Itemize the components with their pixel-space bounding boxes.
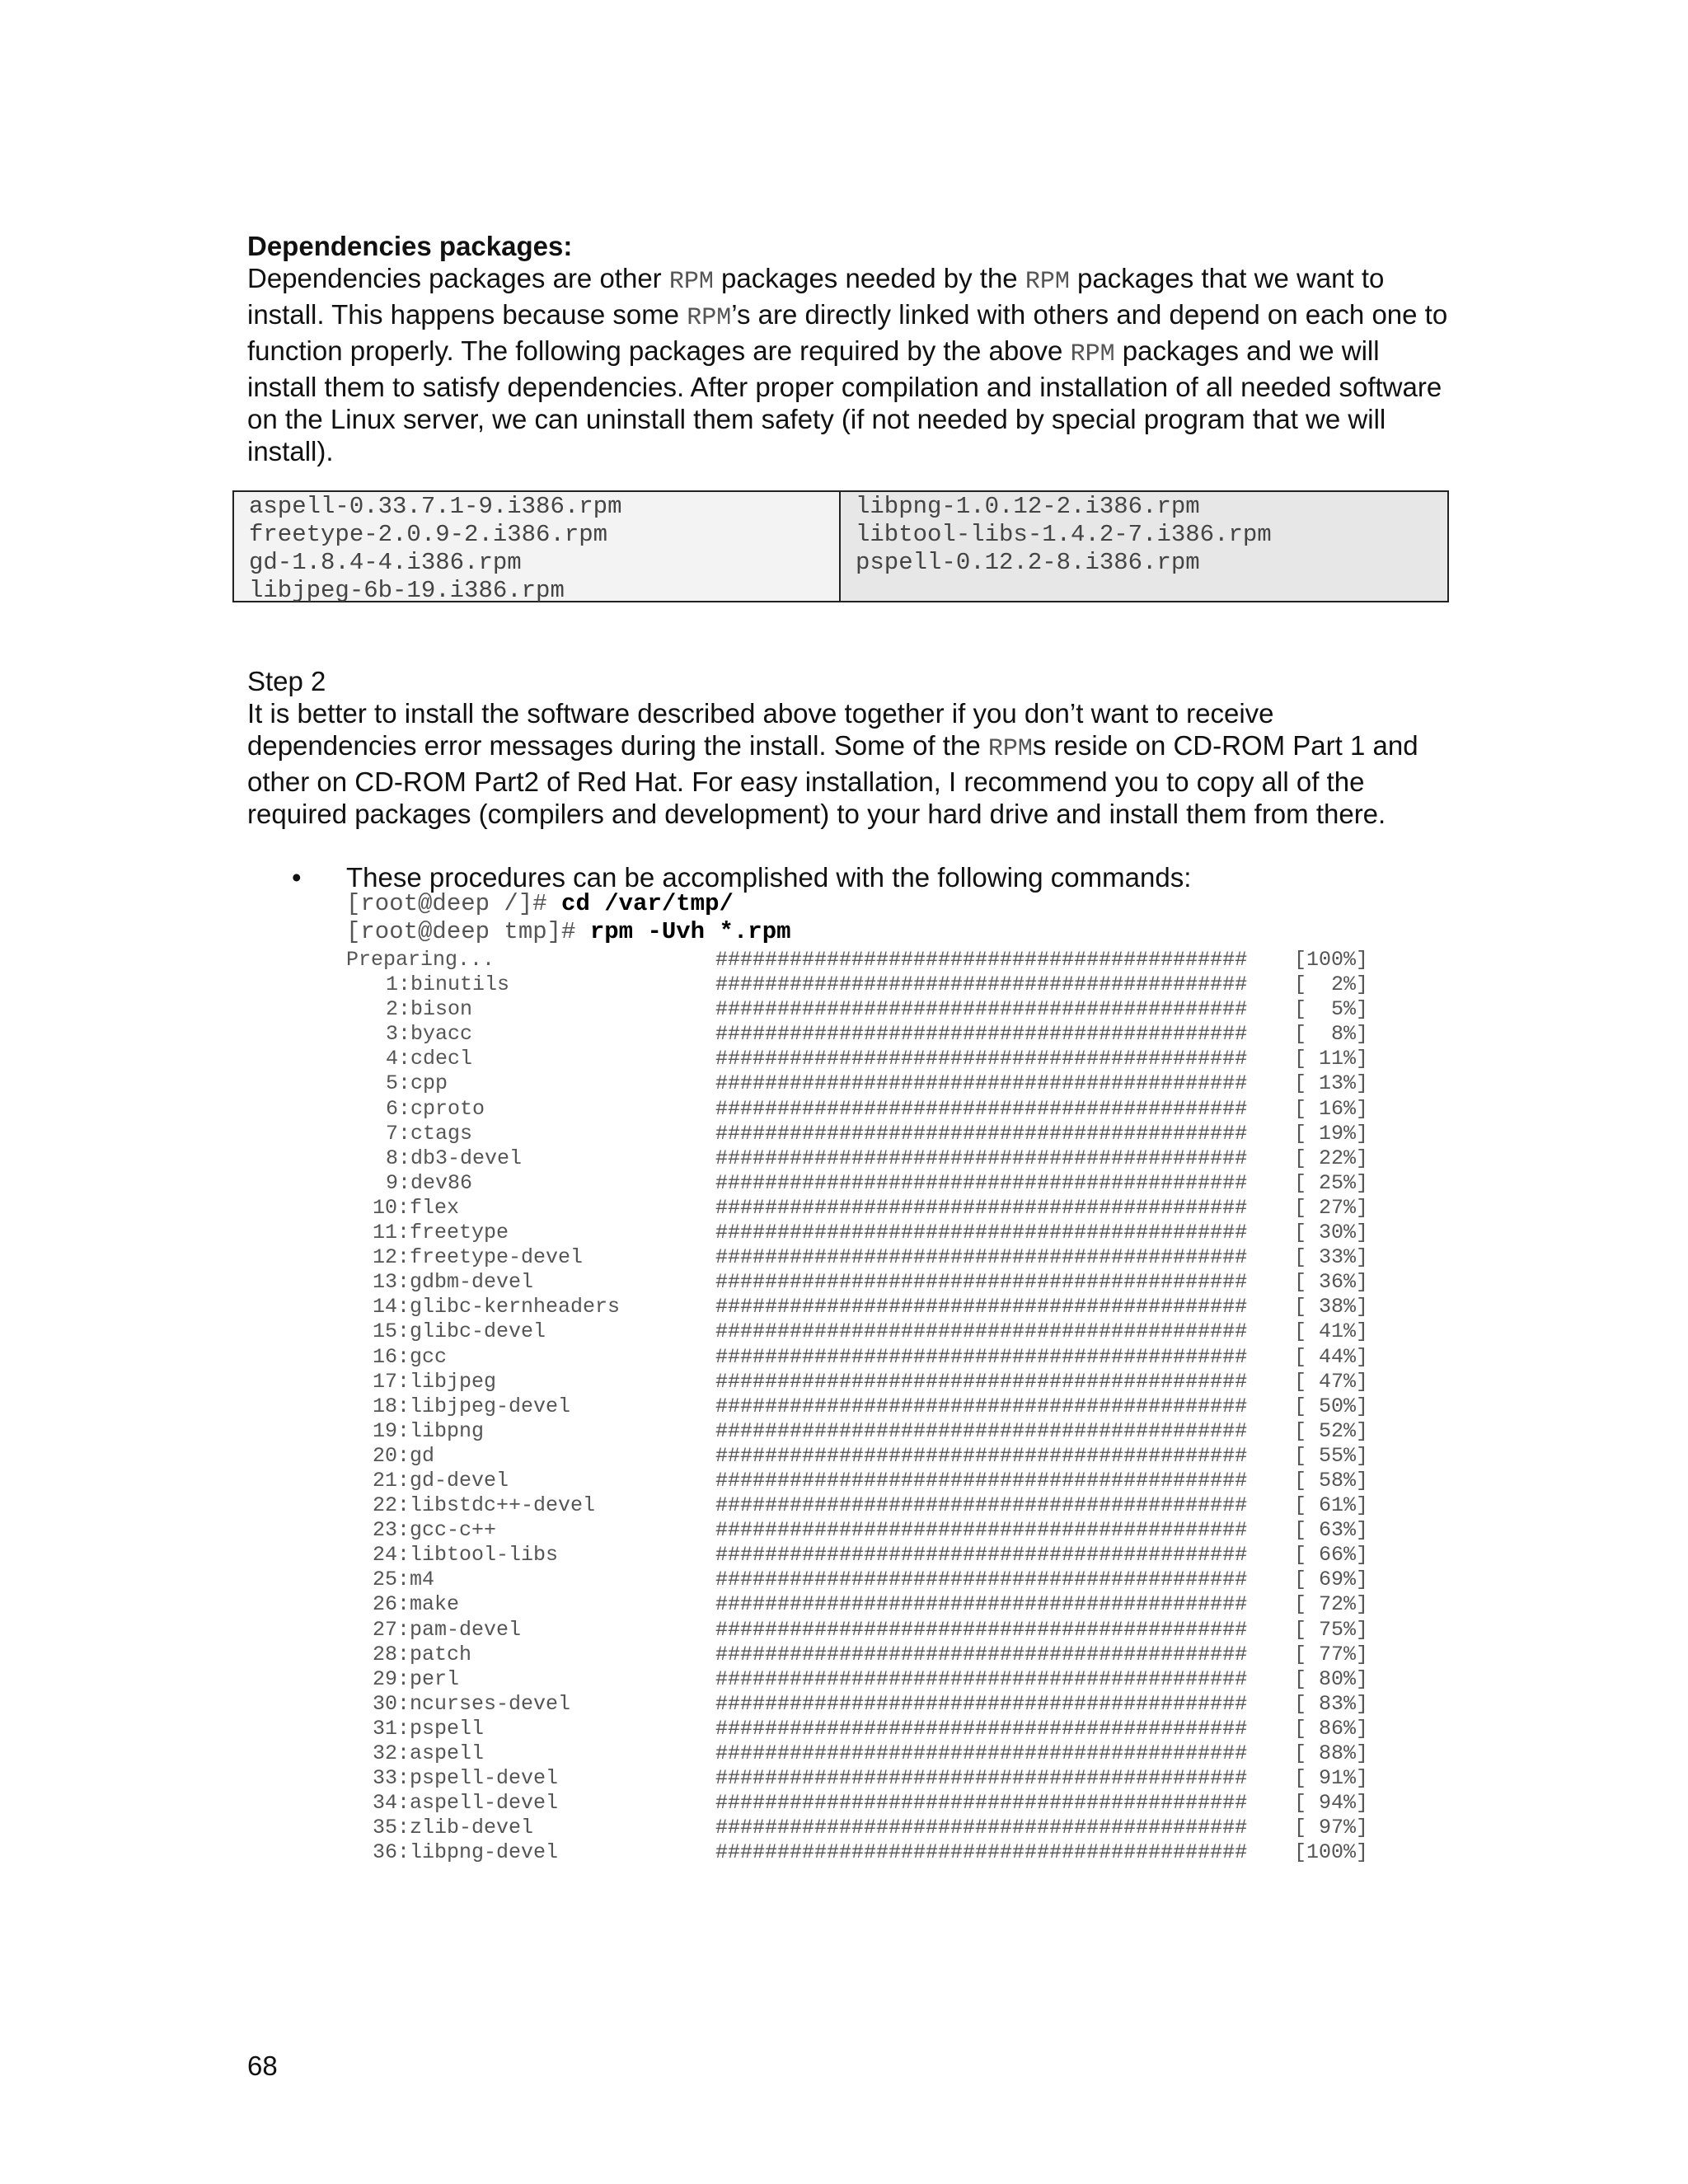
- progress-hashes: ###########################################: [715, 1319, 1260, 1344]
- progress-percent: [ 55%]: [1294, 1443, 1369, 1468]
- progress-hashes: ###########################################: [715, 1418, 1260, 1443]
- package-name: 8:db3-devel: [386, 1146, 523, 1170]
- rpm-output-row: [346, 972, 1376, 997]
- progress-percent: [ 44%]: [1294, 1344, 1369, 1369]
- package-name: 6:cproto: [386, 1096, 485, 1121]
- package-name: 16:gcc: [373, 1344, 448, 1369]
- progress-hashes: ###########################################: [715, 1518, 1260, 1543]
- progress-hashes: ###########################################: [715, 1221, 1260, 1245]
- section-heading: Dependencies packages:: [247, 231, 573, 261]
- progress-hashes: ###########################################: [715, 1741, 1260, 1765]
- package-name: 36:libpng-devel: [373, 1840, 559, 1865]
- intro-paragraph: [247, 262, 1451, 467]
- progress-hashes: ###########################################: [715, 1766, 1260, 1791]
- package-name: 32:aspell: [373, 1741, 485, 1765]
- package-item: aspell-0.33.7.1-9.i386.rpm: [249, 493, 622, 520]
- progress-hashes: ###########################################: [715, 1443, 1260, 1468]
- step-text: s reside on CD-ROM Part 1 and other on CD-ROM Part2 of Red Hat. For easy installation, I recommend you to copy all of the required packages (compilers and development) to your hard drive and install them from there.: [247, 730, 1418, 829]
- intro-text: packages and we will install them to satisfy dependencies. After proper compilation and installation of all needed software on the Linux server, we can uninstall them safety (if not needed by special program that we will install).: [247, 335, 1442, 466]
- rpm-output-row: [346, 1394, 1376, 1419]
- rpm-output-row: [346, 1146, 1376, 1171]
- package-name: 2:bison: [386, 997, 473, 1022]
- progress-hashes: ###########################################: [715, 1543, 1260, 1568]
- progress-percent: [ 47%]: [1294, 1369, 1369, 1394]
- command-line: [346, 918, 791, 946]
- rpm-output-row: [346, 1717, 1376, 1741]
- package-name: 29:perl: [373, 1666, 460, 1691]
- rpm-output-row: [346, 1047, 1376, 1071]
- rpm-output-row: [346, 1518, 1376, 1543]
- progress-percent: [ 16%]: [1294, 1096, 1369, 1121]
- package-name: 15:glibc-devel: [373, 1319, 546, 1344]
- package-name: 33:pspell-devel: [373, 1766, 559, 1791]
- progress-percent: [ 52%]: [1294, 1418, 1369, 1443]
- package-name: 7:ctags: [386, 1121, 473, 1146]
- package-name: 25:m4: [373, 1568, 435, 1592]
- rpm-output-row: [346, 1196, 1376, 1221]
- progress-hashes: ###########################################: [715, 1071, 1260, 1096]
- progress-percent: [ 69%]: [1294, 1568, 1369, 1592]
- rpm-output-row: [346, 1568, 1376, 1592]
- progress-percent: [ 72%]: [1294, 1592, 1369, 1617]
- rpm-output-row: [346, 1245, 1376, 1270]
- progress-hashes: ###########################################: [715, 1170, 1260, 1195]
- progress-percent: [ 38%]: [1294, 1295, 1369, 1319]
- bullet-icon: •: [292, 862, 302, 893]
- command-text: cd /var/tmp/: [561, 890, 734, 917]
- rpm-output-row: [346, 1345, 1376, 1370]
- progress-percent: [ 75%]: [1294, 1617, 1369, 1642]
- rpm-output-row: [346, 1270, 1376, 1295]
- progress-hashes: ###########################################: [715, 1121, 1260, 1146]
- progress-percent: [ 41%]: [1294, 1319, 1369, 1344]
- rpm-output-row: [346, 1643, 1376, 1667]
- package-name: Preparing...: [346, 948, 495, 972]
- package-name: 22:libstdc++-devel: [373, 1493, 596, 1518]
- shell-prompt: [root@deep /]#: [346, 890, 562, 917]
- package-name: 4:cdecl: [386, 1047, 473, 1071]
- package-name: 11:freetype: [373, 1221, 509, 1245]
- rpm-output: [346, 948, 1376, 1865]
- progress-hashes: ###########################################: [715, 1592, 1260, 1617]
- packages-column-right: [841, 492, 1447, 601]
- package-name: 14:glibc-kernheaders: [373, 1295, 621, 1319]
- rpm-output-row: [346, 948, 1376, 972]
- rpm-output-row: [346, 1741, 1376, 1766]
- progress-percent: [ 8%]: [1294, 1022, 1369, 1047]
- progress-hashes: ###########################################: [715, 1493, 1260, 1518]
- progress-percent: [ 36%]: [1294, 1270, 1369, 1295]
- rpm-output-row: [346, 1122, 1376, 1146]
- package-item: freetype-2.0.9-2.i386.rpm: [249, 521, 608, 548]
- progress-hashes: ###########################################: [715, 1468, 1260, 1493]
- progress-percent: [ 19%]: [1294, 1121, 1369, 1146]
- progress-percent: [ 88%]: [1294, 1741, 1369, 1765]
- package-name: 3:byacc: [386, 1022, 473, 1047]
- progress-percent: [ 58%]: [1294, 1468, 1369, 1493]
- progress-hashes: ###########################################: [715, 1617, 1260, 1642]
- progress-hashes: ###########################################: [715, 1840, 1260, 1865]
- progress-hashes: ###########################################: [715, 1816, 1260, 1840]
- package-name: 20:gd: [373, 1443, 435, 1468]
- progress-hashes: ###########################################: [715, 1642, 1260, 1666]
- package-name: 34:aspell-devel: [373, 1791, 559, 1816]
- progress-hashes: ###########################################: [715, 1666, 1260, 1691]
- progress-hashes: ###########################################: [715, 1369, 1260, 1394]
- progress-percent: [ 5%]: [1294, 997, 1369, 1022]
- rpm-output-row: [346, 1766, 1376, 1791]
- progress-hashes: ###########################################: [715, 1295, 1260, 1319]
- package-name: 21:gd-devel: [373, 1468, 509, 1493]
- progress-hashes: ###########################################: [715, 997, 1260, 1022]
- rpm-code: RPM: [1070, 340, 1115, 368]
- progress-hashes: ###########################################: [715, 1245, 1260, 1270]
- rpm-output-row: [346, 1370, 1376, 1394]
- step-paragraph: [247, 697, 1451, 830]
- command-text: rpm -Uvh *.rpm: [589, 918, 791, 945]
- progress-hashes: ###########################################: [715, 1146, 1260, 1170]
- progress-hashes: ###########################################: [715, 1716, 1260, 1741]
- progress-percent: [ 33%]: [1294, 1245, 1369, 1270]
- rpm-output-row: [346, 1097, 1376, 1122]
- progress-percent: [100%]: [1294, 1840, 1369, 1865]
- rpm-output-row: [346, 1667, 1376, 1692]
- progress-percent: [ 30%]: [1294, 1221, 1369, 1245]
- progress-hashes: ###########################################: [715, 948, 1260, 972]
- rpm-output-row: [346, 1791, 1376, 1816]
- rpm-output-row: [346, 1618, 1376, 1643]
- progress-percent: [ 91%]: [1294, 1766, 1369, 1791]
- package-name: 13:gdbm-devel: [373, 1270, 534, 1295]
- progress-hashes: ###########################################: [715, 1195, 1260, 1220]
- rpm-code: RPM: [987, 735, 1033, 763]
- step-title: Step 2: [247, 666, 326, 696]
- rpm-output-row: [346, 1469, 1376, 1493]
- progress-percent: [100%]: [1294, 948, 1369, 972]
- rpm-output-row: [346, 1840, 1376, 1865]
- progress-percent: [ 77%]: [1294, 1642, 1369, 1666]
- progress-hashes: ###########################################: [715, 1791, 1260, 1816]
- package-name: 28:patch: [373, 1642, 472, 1666]
- rpm-code: RPM: [1025, 268, 1070, 296]
- package-name: 35:zlib-devel: [373, 1816, 534, 1840]
- rpm-output-row: [346, 1171, 1376, 1196]
- package-item: libjpeg-6b-19.i386.rpm: [249, 577, 565, 604]
- progress-hashes: ###########################################: [715, 1047, 1260, 1071]
- rpm-output-row: [346, 1319, 1376, 1344]
- progress-percent: [ 25%]: [1294, 1170, 1369, 1195]
- intro-text: packages that we want to install. This happens because some: [247, 263, 1385, 330]
- intro-text: Dependencies packages are other: [247, 263, 669, 293]
- progress-percent: [ 22%]: [1294, 1146, 1369, 1170]
- shell-prompt: [root@deep tmp]#: [346, 918, 590, 945]
- rpm-output-row: [346, 1543, 1376, 1568]
- progress-hashes: ###########################################: [715, 1344, 1260, 1369]
- command-line: [346, 890, 734, 918]
- rpm-code: RPM: [668, 268, 714, 296]
- rpm-output-row: [346, 1071, 1376, 1096]
- package-name: 24:libtool-libs: [373, 1543, 559, 1568]
- package-name: 19:libpng: [373, 1418, 485, 1443]
- package-name: 10:flex: [373, 1195, 460, 1220]
- package-name: 30:ncurses-devel: [373, 1691, 571, 1716]
- bullet-text: These procedures can be accomplished with the following commands:: [346, 862, 1192, 893]
- rpm-output-row: [346, 1295, 1376, 1319]
- progress-percent: [ 86%]: [1294, 1716, 1369, 1741]
- package-item: libpng-1.0.12-2.i386.rpm: [856, 493, 1200, 520]
- package-name: 18:libjpeg-devel: [373, 1394, 571, 1418]
- page-number: 68: [247, 2050, 278, 2081]
- packages-column-left: [234, 492, 841, 604]
- rpm-output-row: [346, 1419, 1376, 1444]
- progress-percent: [ 61%]: [1294, 1493, 1369, 1518]
- progress-percent: [ 11%]: [1294, 1047, 1369, 1071]
- progress-hashes: ###########################################: [715, 1691, 1260, 1716]
- package-name: 23:gcc-c++: [373, 1518, 497, 1543]
- package-name: 27:pam-devel: [373, 1617, 522, 1642]
- progress-percent: [ 80%]: [1294, 1666, 1369, 1691]
- intro-text: ’s are directly linked with others and depend on each one to function properly. The following packages are required by the above: [247, 299, 1448, 366]
- progress-hashes: ###########################################: [715, 972, 1260, 997]
- package-name: 9:dev86: [386, 1170, 473, 1195]
- rpm-output-row: [346, 1592, 1376, 1617]
- progress-percent: [ 13%]: [1294, 1071, 1369, 1096]
- progress-hashes: ###########################################: [715, 1096, 1260, 1121]
- step-text: It is better to install the software described above together if you don’t want to receive dependencies error messages during the install. Some of the: [247, 698, 1274, 761]
- progress-percent: [ 63%]: [1294, 1518, 1369, 1543]
- progress-hashes: ###########################################: [715, 1270, 1260, 1295]
- progress-hashes: ###########################################: [715, 1394, 1260, 1418]
- package-name: 12:freetype-devel: [373, 1245, 584, 1270]
- progress-percent: [ 27%]: [1294, 1195, 1369, 1220]
- package-item: pspell-0.12.2-8.i386.rpm: [856, 549, 1200, 576]
- progress-percent: [ 97%]: [1294, 1816, 1369, 1840]
- package-name: 5:cpp: [386, 1071, 448, 1096]
- rpm-output-row: [346, 1444, 1376, 1469]
- package-name: 31:pspell: [373, 1716, 485, 1741]
- progress-percent: [ 2%]: [1294, 972, 1369, 997]
- progress-percent: [ 66%]: [1294, 1543, 1369, 1568]
- package-item: libtool-libs-1.4.2-7.i386.rpm: [856, 521, 1272, 548]
- progress-hashes: ###########################################: [715, 1022, 1260, 1047]
- progress-percent: [ 83%]: [1294, 1691, 1369, 1716]
- package-item: gd-1.8.4-4.i386.rpm: [249, 549, 522, 576]
- package-name: 17:libjpeg: [373, 1369, 497, 1394]
- rpm-output-row: [346, 997, 1376, 1022]
- rpm-output-row: [346, 1816, 1376, 1840]
- progress-percent: [ 94%]: [1294, 1791, 1369, 1816]
- intro-text: packages needed by the: [713, 263, 1025, 293]
- rpm-output-row: [346, 1692, 1376, 1717]
- progress-hashes: ###########################################: [715, 1568, 1260, 1592]
- packages-table: [232, 490, 1449, 602]
- package-name: 1:binutils: [386, 972, 510, 997]
- rpm-output-row: [346, 1221, 1376, 1245]
- rpm-code: RPM: [687, 304, 732, 332]
- progress-percent: [ 50%]: [1294, 1394, 1369, 1418]
- rpm-output-row: [346, 1022, 1376, 1047]
- package-name: 26:make: [373, 1592, 460, 1617]
- rpm-output-row: [346, 1493, 1376, 1518]
